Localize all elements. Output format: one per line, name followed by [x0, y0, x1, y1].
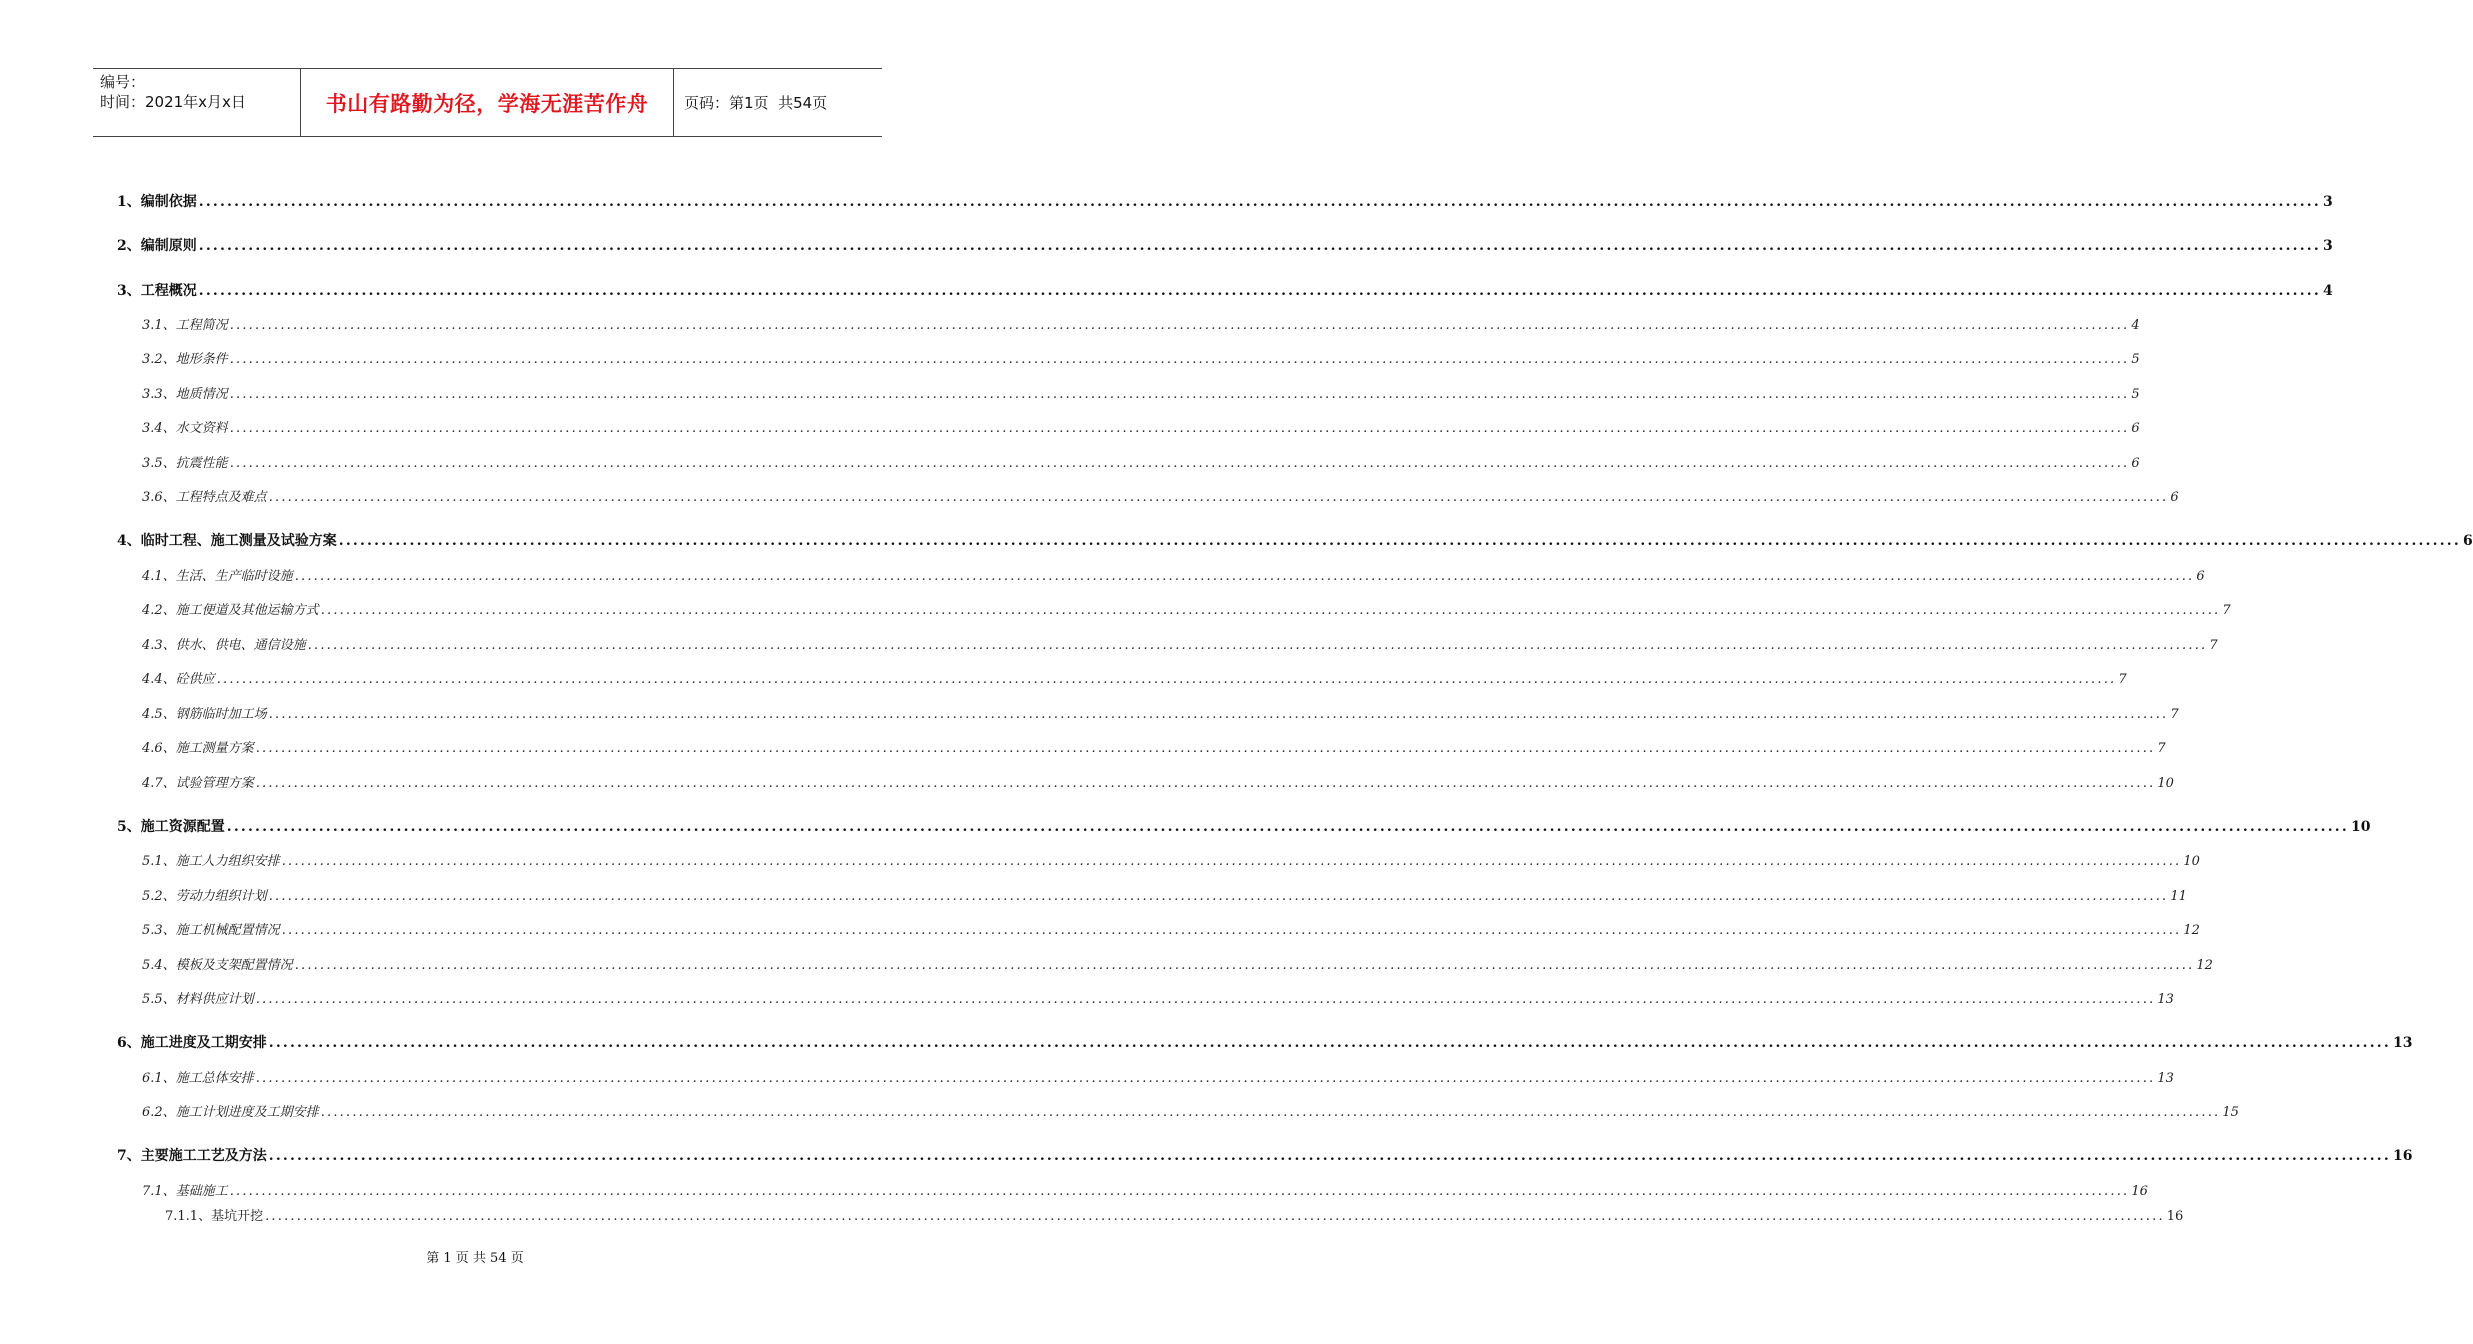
header-slogan: 书山有路勤为径，学海无涯苦作舟 — [301, 69, 674, 136]
toc-entry-title: 4.6、施工测量方案 — [142, 741, 254, 756]
toc-leader-dots: ............................................................................................................................................................................................................................................................................................................ — [265, 1209, 2165, 1224]
toc-entry[interactable] — [142, 452, 2140, 471]
toc-entry[interactable] — [142, 954, 2213, 973]
toc-entry-title: 7.1.1、基坑开挖 — [165, 1209, 264, 1224]
toc-entry[interactable] — [142, 348, 2140, 367]
toc-entry-page: 6 — [2196, 569, 2205, 584]
toc-entry-title: 3.4、水文资料 — [142, 421, 228, 436]
toc-leader-dots: ............................................................................................................................................................................................................................................................................................................ — [268, 889, 2169, 904]
toc-leader-dots: ............................................................................................................................................................................................................................................................................................................ — [320, 1105, 2221, 1120]
toc-entry[interactable] — [142, 1180, 2148, 1199]
toc-leader-dots: ............................................................................................................................................................................................................................................................................................................ — [255, 741, 2156, 756]
toc-entry-page: 7 — [2209, 638, 2218, 653]
toc-leader-dots: ............................................................................................................................................................................................................................................................................................................ — [255, 1071, 2156, 1086]
toc-leader-dots: ............................................................................................................................................................................................................................................................................................................ — [229, 421, 2130, 436]
toc-entry-number: 1、 — [117, 194, 141, 210]
toc-entry[interactable] — [165, 1205, 2184, 1224]
toc-leader-dots: ............................................................................................................................................................................................................................................................................................................ — [255, 776, 2156, 791]
toc-entry-page: 6 — [2131, 421, 2140, 436]
toc-entry[interactable] — [142, 565, 2205, 584]
toc-entry-page: 12 — [2196, 958, 2213, 973]
toc-entry-page: 12 — [2183, 923, 2200, 938]
toc-entry-number: 3、 — [117, 283, 141, 299]
toc-leader-dots: ............................................................................................................................................................................................................................................................................................................ — [229, 456, 2130, 471]
toc-entry-title: 3.5、抗震性能 — [142, 456, 228, 471]
toc-entry[interactable] — [142, 417, 2140, 436]
toc-entry-page: 15 — [2222, 1105, 2239, 1120]
toc-entry-page: 10 — [2183, 854, 2200, 869]
toc-leader-dots: ............................................................................................................................................................................................................................................................................................................ — [229, 318, 2130, 333]
toc-entry-title: 5.1、施工人力组织安排 — [142, 854, 280, 869]
toc-entry-title: 3.6、工程特点及难点 — [142, 490, 267, 505]
toc-entry[interactable] — [142, 737, 2166, 756]
toc-leader-dots: ............................................................................................................................................................................................................................................................................................................ — [320, 603, 2221, 618]
toc-entry[interactable] — [142, 772, 2174, 791]
toc-entry-page: 13 — [2157, 992, 2174, 1007]
toc-entry-page: 4 — [2322, 283, 2333, 299]
toc-entry-page: 13 — [2392, 1035, 2413, 1051]
toc-entry-title: 编制依据 — [140, 194, 197, 210]
time-label: 时间：2021年x月x日 — [100, 93, 246, 111]
toc-entry-title: 4.1、生活、生产临时设施 — [142, 569, 293, 584]
toc-entry-page: 7 — [2118, 672, 2127, 687]
toc-leader-dots: ............................................................................................................................................................................................................................................................................................................ — [229, 1184, 2130, 1199]
toc-entry-page: 7 — [2222, 603, 2231, 618]
number-label: 编号： — [100, 73, 146, 91]
toc-entry-number: 4、 — [117, 533, 141, 549]
toc-entry[interactable] — [142, 599, 2231, 618]
toc-entry-page: 16 — [2131, 1184, 2148, 1199]
page-label: 页码：第1页 共54页 — [684, 94, 828, 112]
toc-entry-title: 5.3、施工机械配置情况 — [142, 923, 280, 938]
toc-entry-title: 5.4、模板及支架配置情况 — [142, 958, 293, 973]
toc-leader-dots: ............................................................................................................................................................................................................................................................................................................ — [198, 238, 2321, 254]
toc-entry-page: 16 — [2392, 1148, 2413, 1164]
toc-entry[interactable] — [142, 1101, 2239, 1120]
toc-entry-page: 4 — [2131, 318, 2140, 333]
toc-entry-title: 6.2、施工计划进度及工期安排 — [142, 1105, 319, 1120]
toc-leader-dots: ............................................................................................................................................................................................................................................................................................................ — [268, 490, 2169, 505]
toc-entry-page: 16 — [2166, 1209, 2184, 1224]
toc-entry-page: 6 — [2170, 490, 2179, 505]
footer-page-number: 第 1 页 共 54 页 — [426, 1251, 524, 1266]
toc-entry-page: 3 — [2322, 238, 2333, 254]
toc-entry-title: 5.2、劳动力组织计划 — [142, 889, 267, 904]
toc-entry[interactable] — [142, 634, 2218, 653]
toc-entry[interactable] — [142, 988, 2174, 1007]
toc-entry-page: 13 — [2157, 1071, 2174, 1086]
toc-entry[interactable] — [117, 1145, 2413, 1165]
toc-leader-dots: ............................................................................................................................................................................................................................................................................................................ — [226, 819, 2349, 835]
toc-entry[interactable] — [142, 1067, 2174, 1086]
toc-entry-title: 3.3、地质情况 — [142, 387, 228, 402]
page-footer — [0, 1247, 950, 1266]
toc-entry[interactable] — [142, 850, 2200, 869]
toc-leader-dots: ............................................................................................................................................................................................................................................................................................................ — [294, 958, 2195, 973]
page-header — [93, 68, 882, 137]
toc-entry-title: 施工资源配置 — [140, 819, 225, 835]
toc-entry-title: 工程概况 — [140, 283, 197, 299]
toc-entry-page: 5 — [2131, 387, 2140, 402]
toc-entry[interactable] — [117, 816, 2371, 836]
toc-entry-title: 4.3、供水、供电、通信设施 — [142, 638, 306, 653]
toc-leader-dots: ............................................................................................................................................................................................................................................................................................................ — [198, 194, 2321, 210]
toc-leader-dots: ............................................................................................................................................................................................................................................................................................................ — [338, 533, 2461, 549]
toc-entry[interactable] — [117, 235, 2333, 255]
toc-leader-dots: ............................................................................................................................................................................................................................................................................................................ — [281, 923, 2182, 938]
toc-entry-title: 4.7、试验管理方案 — [142, 776, 254, 791]
toc-entry[interactable] — [142, 703, 2179, 722]
toc-entry-title: 4.2、施工便道及其他运输方式 — [142, 603, 319, 618]
toc-entry[interactable] — [142, 885, 2187, 904]
toc-leader-dots: ............................................................................................................................................................................................................................................................................................................ — [294, 569, 2195, 584]
toc-entry-title: 4.5、钢筋临时加工场 — [142, 707, 267, 722]
toc-entry-title: 施工进度及工期安排 — [140, 1035, 267, 1051]
toc-leader-dots: ............................................................................................................................................................................................................................................................................................................ — [268, 1148, 2391, 1164]
toc-entry-page: 10 — [2157, 776, 2174, 791]
toc-leader-dots: ............................................................................................................................................................................................................................................................................................................ — [229, 352, 2130, 367]
toc-leader-dots: ............................................................................................................................................................................................................................................................................................................ — [268, 1035, 2391, 1051]
toc-entry-title: 7.1、基础施工 — [142, 1184, 228, 1199]
toc-entry-title: 编制原则 — [140, 238, 197, 254]
toc-entry-page: 6 — [2462, 533, 2473, 549]
toc-entry[interactable] — [117, 280, 2333, 300]
toc-entry[interactable] — [142, 314, 2140, 333]
header-meta — [93, 69, 301, 136]
toc-entry[interactable] — [142, 383, 2140, 402]
toc-entry-title: 3.1、工程简况 — [142, 318, 228, 333]
toc-leader-dots: ............................................................................................................................................................................................................................................................................................................ — [198, 283, 2321, 299]
toc-entry-number: 7、 — [117, 1148, 141, 1164]
toc-entry-number: 5、 — [117, 819, 141, 835]
toc-entry[interactable] — [142, 486, 2179, 505]
toc-leader-dots: ............................................................................................................................................................................................................................................................................................................ — [307, 638, 2208, 653]
toc-entry[interactable] — [142, 668, 2127, 687]
toc-entry-page: 7 — [2170, 707, 2179, 722]
toc-entry-title: 临时工程、施工测量及试验方案 — [140, 533, 337, 549]
toc-entry-title: 6.1、施工总体安排 — [142, 1071, 254, 1086]
toc-entry-title: 3.2、地形条件 — [142, 352, 228, 367]
toc-entry-page: 5 — [2131, 352, 2140, 367]
toc-entry-number: 6、 — [117, 1035, 141, 1051]
toc-leader-dots: ............................................................................................................................................................................................................................................................................................................ — [216, 672, 2117, 687]
toc-entry-title: 5.5、材料供应计划 — [142, 992, 254, 1007]
toc-leader-dots: ............................................................................................................................................................................................................................................................................................................ — [268, 707, 2169, 722]
toc-entry[interactable] — [117, 191, 2333, 211]
toc-entry-page: 11 — [2170, 889, 2187, 904]
toc-entry-title: 4.4、砼供应 — [142, 672, 215, 687]
toc-entry-page: 6 — [2131, 456, 2140, 471]
toc-entry-page: 10 — [2350, 819, 2371, 835]
toc-leader-dots: ............................................................................................................................................................................................................................................................................................................ — [255, 992, 2156, 1007]
toc-leader-dots: ............................................................................................................................................................................................................................................................................................................ — [281, 854, 2182, 869]
header-page-info — [674, 69, 882, 136]
toc-entry[interactable] — [117, 1032, 2413, 1052]
toc-entry-page: 7 — [2157, 741, 2166, 756]
toc-entry[interactable] — [142, 919, 2200, 938]
toc-entry-title: 主要施工工艺及方法 — [140, 1148, 267, 1164]
toc-entry-number: 2、 — [117, 238, 141, 254]
toc-entry[interactable] — [117, 530, 2473, 550]
toc-entry-page: 3 — [2322, 194, 2333, 210]
toc-leader-dots: ............................................................................................................................................................................................................................................................................................................ — [229, 387, 2130, 402]
